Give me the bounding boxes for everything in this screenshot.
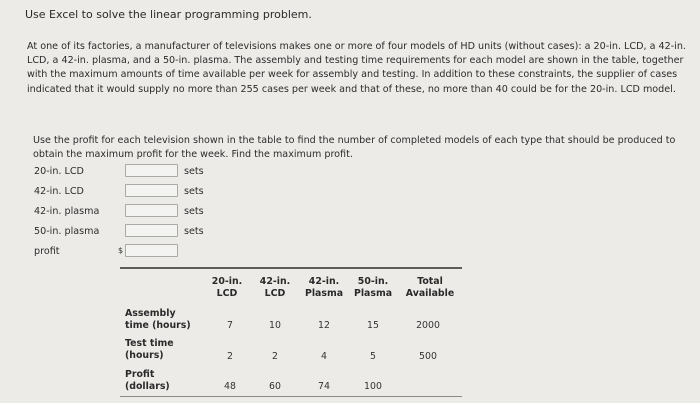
table-cell: 2000: [416, 320, 440, 331]
row-header-test-time: Test time (hours): [125, 338, 174, 361]
table-cell: 2: [227, 351, 233, 362]
question-text: Use the profit for each television shown in the table to find the number of completed models of each type that should be produced to obtain the maximum profit for the week. Find the maximum profit.: [33, 135, 676, 161]
table-cell: 100: [364, 381, 382, 392]
answer-input-42-plasma[interactable]: [125, 204, 178, 217]
table-cell: 60: [269, 381, 281, 392]
table-cell: 74: [318, 381, 330, 392]
answer-input-profit[interactable]: [125, 244, 178, 257]
table-cell: 12: [318, 320, 330, 331]
col-header-20-lcd: 20-in. LCD: [211, 276, 243, 299]
answer-label-profit: profit: [34, 246, 60, 257]
table-top-rule: [120, 267, 462, 269]
currency-symbol: $: [118, 246, 124, 255]
table-cell: 15: [367, 320, 379, 331]
answer-label-42-plasma: 42-in. plasma: [34, 206, 100, 217]
col-header-50-plasma: 50-in. Plasma: [353, 276, 393, 299]
answer-label-50-plasma: 50-in. plasma: [34, 226, 100, 237]
table-cell: 500: [419, 351, 437, 362]
col-header-42-plasma: 42-in. Plasma: [304, 276, 344, 299]
answer-unit-50-plasma: sets: [184, 226, 204, 237]
col-header-total: Total Available: [405, 276, 455, 299]
row-header-profit: Profit (dollars): [125, 369, 170, 392]
problem-text: At one of its factories, a manufacturer of televisions makes one or more of four models of HD units (without cases): a 20-in. LCD, a 42-in. LCD, a 42-in. plasma, and a 50-in. plasma. The assembly and testing time requirements for each model are shown in the table, together with the maximum amounts of time available per week for assembly and testing. In addition to these constraints, the supplier of cases indicated that it would supply no more than 255 cases per week and that of these, no more than 40 could be for the 20-in. LCD model.: [27, 41, 686, 95]
instruction-text: Use Excel to solve the linear programming problem.: [25, 8, 312, 21]
col-header-42-lcd: 42-in. LCD: [259, 276, 291, 299]
table-cell: 10: [269, 320, 281, 331]
answer-input-50-plasma[interactable]: [125, 224, 178, 237]
answer-unit-42-plasma: sets: [184, 206, 204, 217]
row-header-assembly: Assembly time (hours): [125, 308, 191, 331]
answer-input-42-lcd[interactable]: [125, 184, 178, 197]
table-cell: 4: [321, 351, 327, 362]
answer-label-42-lcd: 42-in. LCD: [34, 186, 84, 197]
table-bottom-rule: [120, 396, 462, 397]
answer-label-20-lcd: 20-in. LCD: [34, 166, 84, 177]
table-cell: 48: [224, 381, 236, 392]
answer-input-20-lcd[interactable]: [125, 164, 178, 177]
table-cell: 5: [370, 351, 376, 362]
answer-unit-20-lcd: sets: [184, 166, 204, 177]
table-cell: 2: [272, 351, 278, 362]
answer-unit-42-lcd: sets: [184, 186, 204, 197]
table-cell: 7: [227, 320, 233, 331]
